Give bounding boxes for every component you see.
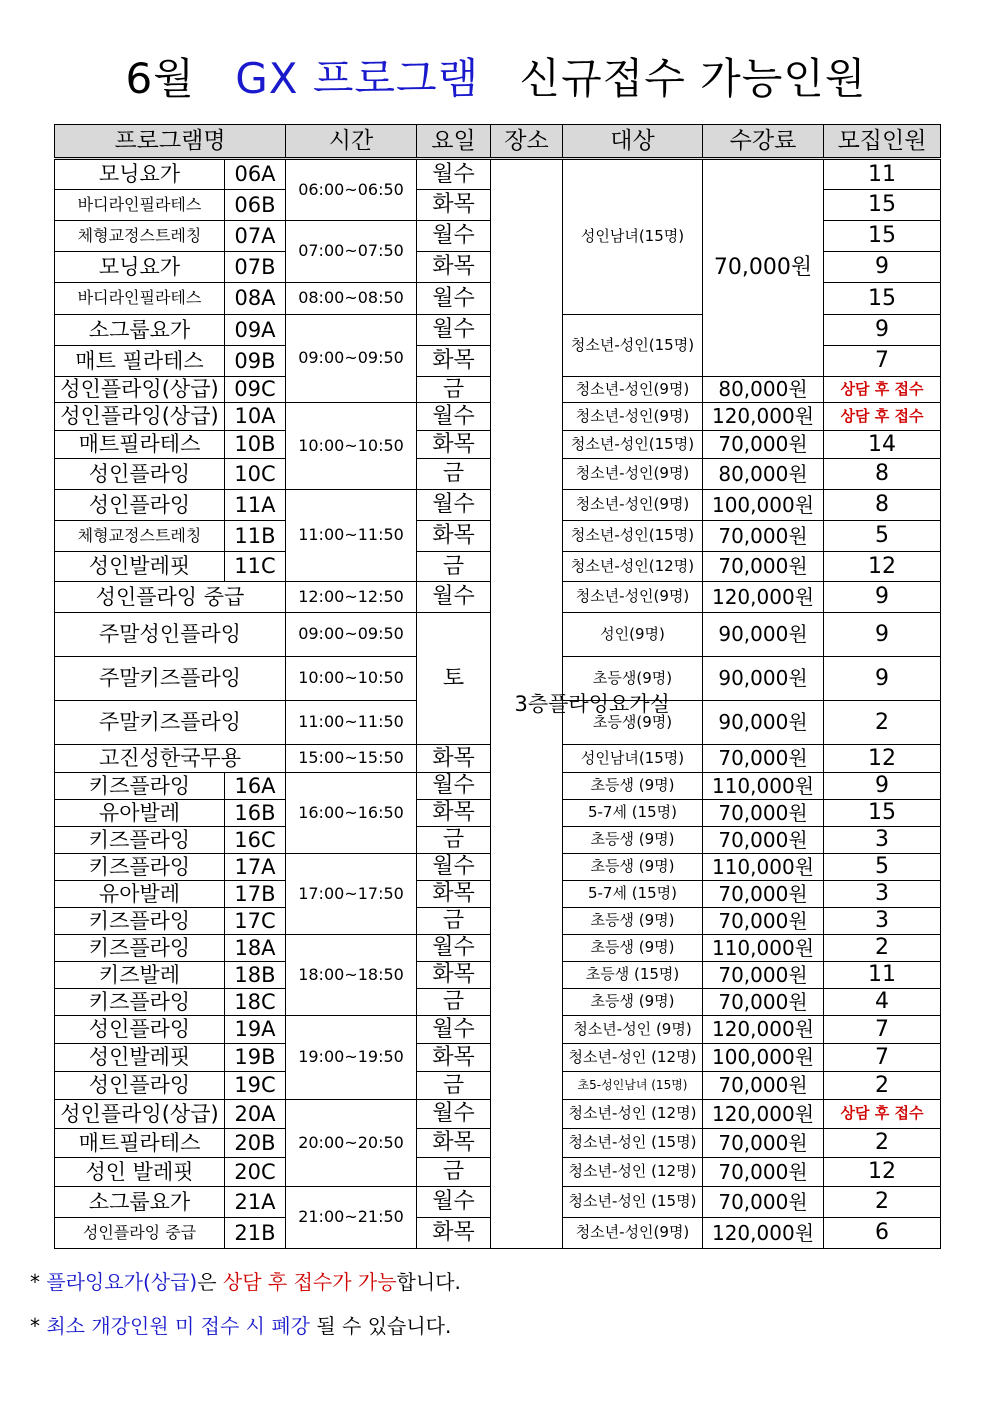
class-time: 20:00~20:50 [286, 1100, 417, 1187]
program-name: 키즈플라잉 [55, 854, 225, 881]
class-day: 화목 [417, 190, 491, 221]
tuition-fee: 70,000원 [703, 962, 824, 989]
tuition-fee: 70,000원 [703, 1187, 824, 1218]
page-title [0, 46, 992, 106]
class-day: 월수 [417, 1016, 491, 1044]
target-audience: 초등생 (9명) [563, 854, 703, 881]
class-time: 08:00~08:50 [286, 283, 417, 315]
program-name: 바디라인필라테스 [55, 190, 225, 221]
recruit-count: 12 [824, 1158, 941, 1187]
target-audience: 청소년-성인(9명) [563, 1218, 703, 1249]
target-audience: 초등생(9명) [563, 657, 703, 701]
recruit-count: 2 [824, 701, 941, 745]
target-audience: 청소년-성인 (15명) [563, 1129, 703, 1158]
class-time: 10:00~10:50 [286, 657, 417, 701]
program-name: 키즈플라잉 [55, 908, 225, 935]
program-code: 09B [225, 346, 286, 377]
target-audience: 성인(9명) [563, 613, 703, 657]
program-code: 09C [225, 377, 286, 403]
target-audience: 청소년-성인 (12명) [563, 1044, 703, 1072]
recruit-count: 2 [824, 1187, 941, 1218]
class-day: 화목 [417, 881, 491, 908]
program-name: 성인발레핏 [55, 1044, 225, 1072]
tuition-fee: 70,000원 [703, 989, 824, 1016]
target-audience: 초5-성인남녀 (15명) [563, 1072, 703, 1100]
program-code: 20A [225, 1100, 286, 1129]
recruit-count: 9 [824, 657, 941, 701]
class-day: 금 [417, 1158, 491, 1187]
header-fee: 수강료 [703, 125, 824, 159]
class-day: 금 [417, 908, 491, 935]
recruit-count: 11 [824, 159, 941, 190]
header-target: 대상 [563, 125, 703, 159]
program-name: 키즈발레 [55, 962, 225, 989]
class-day: 월수 [417, 490, 491, 521]
program-name: 성인발레핏 [55, 552, 225, 582]
target-audience: 청소년-성인(12명) [563, 552, 703, 582]
target-audience: 5-7세 (15명) [563, 800, 703, 827]
program-name: 매트 필라테스 [55, 346, 225, 377]
tuition-fee: 70,000원 [703, 159, 824, 377]
tuition-fee: 120,000원 [703, 1218, 824, 1249]
recruit-count: 2 [824, 1129, 941, 1158]
recruit-count: 7 [824, 1044, 941, 1072]
class-day: 월수 [417, 935, 491, 962]
program-code: 19B [225, 1044, 286, 1072]
recruit-count: 2 [824, 1072, 941, 1100]
tuition-fee: 110,000원 [703, 935, 824, 962]
class-day: 월수 [417, 1100, 491, 1129]
target-audience: 청소년-성인(15명) [563, 521, 703, 552]
program-code: 10C [225, 459, 286, 490]
table-row [55, 159, 941, 190]
target-audience: 청소년-성인 (12명) [563, 1100, 703, 1129]
place-text: 3층플라잉요가실 [514, 691, 670, 716]
recruit-count: 15 [824, 221, 941, 252]
program-code: 11C [225, 552, 286, 582]
title-program: GX 프로그램 [235, 54, 480, 103]
tuition-fee: 90,000원 [703, 657, 824, 701]
target-audience: 청소년-성인(15명) [563, 431, 703, 459]
recruit-count: 7 [824, 346, 941, 377]
recruit-count: 9 [824, 613, 941, 657]
target-audience: 초등생 (9명) [563, 827, 703, 854]
class-day: 금 [417, 989, 491, 1016]
recruit-count: 5 [824, 521, 941, 552]
schedule-body [55, 159, 941, 1249]
recruit-count: 4 [824, 989, 941, 1016]
class-time: 17:00~17:50 [286, 854, 417, 935]
class-day: 화목 [417, 1044, 491, 1072]
program-code: 06B [225, 190, 286, 221]
program-name: 성인플라잉 [55, 1072, 225, 1100]
class-time: 06:00~06:50 [286, 159, 417, 221]
class-day: 월수 [417, 159, 491, 190]
recruit-count: 9 [824, 773, 941, 800]
program-code: 18A [225, 935, 286, 962]
target-audience: 청소년-성인 (9명) [563, 1016, 703, 1044]
program-name: 주말성인플라잉 [55, 613, 286, 657]
recruit-count: 15 [824, 190, 941, 221]
class-day: 화목 [417, 346, 491, 377]
tuition-fee: 70,000원 [703, 1129, 824, 1158]
tuition-fee: 70,000원 [703, 521, 824, 552]
target-audience: 청소년-성인 (12명) [563, 1158, 703, 1187]
class-day: 화목 [417, 1129, 491, 1158]
program-code: 06A [225, 159, 286, 190]
class-day: 월수 [417, 582, 491, 613]
target-audience: 초등생 (9명) [563, 908, 703, 935]
recruit-count: 9 [824, 315, 941, 346]
tuition-fee: 80,000원 [703, 377, 824, 403]
tuition-fee: 110,000원 [703, 773, 824, 800]
program-code: 16C [225, 827, 286, 854]
class-day: 금 [417, 1072, 491, 1100]
tuition-fee: 70,000원 [703, 827, 824, 854]
target-audience: 청소년-성인(9명) [563, 490, 703, 521]
class-time: 09:00~09:50 [286, 315, 417, 403]
target-audience: 초등생 (9명) [563, 773, 703, 800]
program-code: 17C [225, 908, 286, 935]
header-row [55, 125, 941, 159]
class-time: 19:00~19:50 [286, 1016, 417, 1100]
program-code: 16A [225, 773, 286, 800]
title-month: 6월 [125, 54, 195, 103]
tuition-fee: 90,000원 [703, 701, 824, 745]
recruit-count: 3 [824, 827, 941, 854]
recruit-count: 12 [824, 552, 941, 582]
program-name: 성인플라잉(상급) [55, 1100, 225, 1129]
header-time: 시간 [286, 125, 417, 159]
program-code: 19C [225, 1072, 286, 1100]
program-code: 10A [225, 403, 286, 431]
program-name: 모닝요가 [55, 159, 225, 190]
class-time: 21:00~21:50 [286, 1187, 417, 1249]
program-name: 성인플라잉 중급 [55, 1218, 225, 1249]
recruit-count: 14 [824, 431, 941, 459]
class-day: 금 [417, 377, 491, 403]
target-audience: 청소년-성인(9명) [563, 459, 703, 490]
tuition-fee: 80,000원 [703, 459, 824, 490]
program-name: 성인플라잉 [55, 1016, 225, 1044]
class-day: 월수 [417, 221, 491, 252]
program-name: 성인플라잉 [55, 459, 225, 490]
recruit-count: 15 [824, 800, 941, 827]
recruit-count: 8 [824, 490, 941, 521]
class-day: 토 [417, 613, 491, 745]
target-audience: 초등생 (15명) [563, 962, 703, 989]
recruit-count: 3 [824, 908, 941, 935]
class-time: 15:00~15:50 [286, 745, 417, 773]
program-name: 소그룹요가 [55, 1187, 225, 1218]
program-code: 17A [225, 854, 286, 881]
tuition-fee: 70,000원 [703, 800, 824, 827]
program-code: 18C [225, 989, 286, 1016]
tuition-fee: 120,000원 [703, 403, 824, 431]
program-name: 성인플라잉(상급) [55, 377, 225, 403]
schedule-table [54, 124, 941, 1249]
program-code: 17B [225, 881, 286, 908]
recruit-count: 11 [824, 962, 941, 989]
recruit-count: 9 [824, 252, 941, 283]
target-audience: 5-7세 (15명) [563, 881, 703, 908]
program-name: 주말키즈플라잉 [55, 657, 286, 701]
class-time: 16:00~16:50 [286, 773, 417, 854]
tuition-fee: 70,000원 [703, 552, 824, 582]
program-code: 21A [225, 1187, 286, 1218]
program-name: 모닝요가 [55, 252, 225, 283]
program-name: 매트필라테스 [55, 431, 225, 459]
class-day: 월수 [417, 854, 491, 881]
recruit-count: 상담 후 접수 [824, 377, 941, 403]
program-code: 10B [225, 431, 286, 459]
program-name: 키즈플라잉 [55, 827, 225, 854]
recruit-count: 2 [824, 935, 941, 962]
class-day: 월수 [417, 315, 491, 346]
program-code: 11A [225, 490, 286, 521]
tuition-fee: 70,000원 [703, 745, 824, 773]
tuition-fee: 120,000원 [703, 1100, 824, 1129]
program-code: 20B [225, 1129, 286, 1158]
program-name: 유아발레 [55, 800, 225, 827]
class-day: 화목 [417, 431, 491, 459]
tuition-fee: 70,000원 [703, 881, 824, 908]
class-time: 12:00~12:50 [286, 582, 417, 613]
target-audience: 초등생 (9명) [563, 935, 703, 962]
tuition-fee: 70,000원 [703, 1072, 824, 1100]
program-name: 바디라인필라테스 [55, 283, 225, 315]
recruit-count: 6 [824, 1218, 941, 1249]
title-suffix: 신규접수 가능인원 [519, 54, 867, 103]
tuition-fee: 100,000원 [703, 490, 824, 521]
recruit-count: 8 [824, 459, 941, 490]
tuition-fee: 110,000원 [703, 854, 824, 881]
class-day: 화목 [417, 521, 491, 552]
program-code: 09A [225, 315, 286, 346]
target-audience: 청소년-성인(15명) [563, 315, 703, 377]
header-place: 장소 [491, 125, 563, 159]
note-1: * 플라잉요가(상급)은 상담 후 접수가 가능합니다. [30, 1270, 461, 1294]
program-name: 주말키즈플라잉 [55, 701, 286, 745]
header-day: 요일 [417, 125, 491, 159]
class-day: 금 [417, 552, 491, 582]
recruit-count: 15 [824, 283, 941, 315]
program-name: 키즈플라잉 [55, 935, 225, 962]
class-day: 화목 [417, 1218, 491, 1249]
program-name: 소그룹요가 [55, 315, 225, 346]
class-day: 화목 [417, 252, 491, 283]
target-audience: 성인남녀(15명) [563, 745, 703, 773]
class-time: 07:00~07:50 [286, 221, 417, 283]
program-name: 키즈플라잉 [55, 989, 225, 1016]
tuition-fee: 120,000원 [703, 582, 824, 613]
class-day: 금 [417, 459, 491, 490]
program-code: 19A [225, 1016, 286, 1044]
program-code: 08A [225, 283, 286, 315]
tuition-fee: 70,000원 [703, 1158, 824, 1187]
program-name: 성인플라잉(상급) [55, 403, 225, 431]
class-day: 금 [417, 827, 491, 854]
recruit-count: 9 [824, 582, 941, 613]
target-audience: 청소년-성인(9명) [563, 582, 703, 613]
program-name: 체형교정스트레칭 [55, 521, 225, 552]
target-audience: 청소년-성인(9명) [563, 403, 703, 431]
recruit-count: 5 [824, 854, 941, 881]
target-audience: 성인남녀(15명) [563, 159, 703, 315]
program-code: 20C [225, 1158, 286, 1187]
target-audience: 청소년-성인 (15명) [563, 1187, 703, 1218]
class-time: 18:00~18:50 [286, 935, 417, 1016]
recruit-count: 상담 후 접수 [824, 403, 941, 431]
program-name: 매트필라테스 [55, 1129, 225, 1158]
class-day: 월수 [417, 773, 491, 800]
class-time: 11:00~11:50 [286, 701, 417, 745]
program-name: 성인플라잉 [55, 490, 225, 521]
class-day: 월수 [417, 283, 491, 315]
program-code: 07A [225, 221, 286, 252]
program-name: 고진성한국무용 [55, 745, 286, 773]
class-day: 화목 [417, 800, 491, 827]
program-name: 체형교정스트레칭 [55, 221, 225, 252]
program-name: 키즈플라잉 [55, 773, 225, 800]
recruit-count: 상담 후 접수 [824, 1100, 941, 1129]
program-name: 유아발레 [55, 881, 225, 908]
target-audience: 초등생(9명) [563, 701, 703, 745]
class-time: 11:00~11:50 [286, 490, 417, 582]
target-audience: 청소년-성인(9명) [563, 377, 703, 403]
class-time: 10:00~10:50 [286, 403, 417, 490]
tuition-fee: 100,000원 [703, 1044, 824, 1072]
tuition-fee: 70,000원 [703, 908, 824, 935]
program-code: 07B [225, 252, 286, 283]
note-2: * 최소 개강인원 미 접수 시 폐강 될 수 있습니다. [30, 1314, 452, 1338]
program-code: 21B [225, 1218, 286, 1249]
class-time: 09:00~09:50 [286, 613, 417, 657]
recruit-count: 3 [824, 881, 941, 908]
program-name: 성인 발레핏 [55, 1158, 225, 1187]
tuition-fee: 120,000원 [703, 1016, 824, 1044]
program-name: 성인플라잉 중급 [55, 582, 286, 613]
header-count: 모집인원 [824, 125, 941, 159]
recruit-count: 7 [824, 1016, 941, 1044]
header-program: 프로그램명 [55, 125, 286, 159]
target-audience: 초등생 (9명) [563, 989, 703, 1016]
recruit-count: 12 [824, 745, 941, 773]
class-day: 월수 [417, 403, 491, 431]
program-code: 18B [225, 962, 286, 989]
program-code: 11B [225, 521, 286, 552]
class-day: 화목 [417, 962, 491, 989]
tuition-fee: 70,000원 [703, 431, 824, 459]
program-code: 16B [225, 800, 286, 827]
tuition-fee: 90,000원 [703, 613, 824, 657]
class-day: 화목 [417, 745, 491, 773]
class-day: 월수 [417, 1187, 491, 1218]
